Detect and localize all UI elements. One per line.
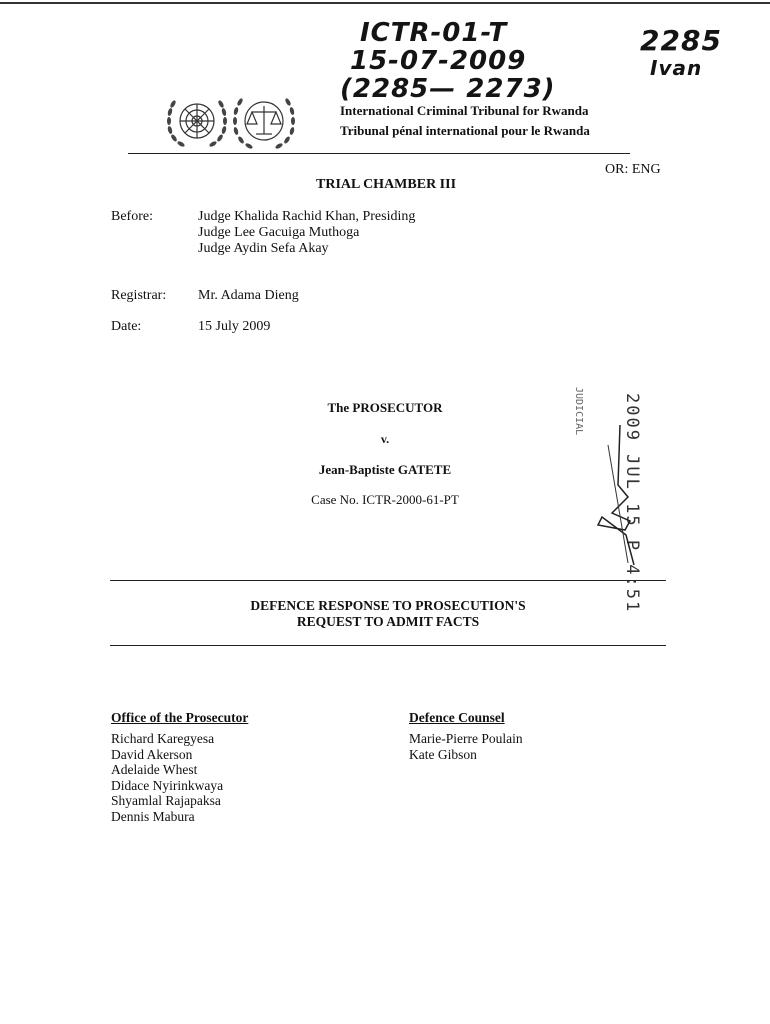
- prosecution-member: Dennis Mabura: [111, 808, 195, 824]
- tribunal-name-fr: Tribunal pénal international pour le Rwanda: [340, 123, 590, 138]
- chamber-title: TRIAL CHAMBER III: [316, 177, 457, 192]
- stamp-office: JUDICIAL: [573, 387, 584, 436]
- defence-member: Marie-Pierre Poulain: [409, 731, 523, 746]
- handwritten-page-range: (2285— 2273): [340, 74, 556, 104]
- case-number: Case No. ICTR-2000-61-PT: [311, 492, 459, 507]
- prosecution-heading: Office of the Prosecutor: [111, 710, 249, 725]
- un-emblem-icon: [163, 90, 231, 152]
- defence-heading: Defence Counsel: [409, 710, 505, 725]
- prosecution-member: David Akerson: [111, 746, 193, 762]
- registry-stamp: [560, 385, 650, 614]
- judge-1: Judge Khalida Rachid Khan, Presiding: [198, 209, 416, 224]
- handwritten-date: 15-07-2009: [350, 46, 527, 76]
- ictr-emblem-icon: [228, 88, 300, 154]
- date-label: Date:: [111, 319, 142, 334]
- prosecution-member: Shyamlal Rajapaksa: [111, 793, 221, 808]
- stamp-datetime: 2009 JUL 15 P 4:51: [622, 393, 642, 614]
- scan-top-edge: [0, 2, 770, 4]
- title-top-divider: [110, 580, 666, 581]
- handwritten-initials: Ivan: [650, 56, 703, 80]
- handwritten-page-number: 2285: [640, 24, 722, 57]
- registrar-label: Registrar:: [111, 288, 167, 303]
- judge-2: Judge Lee Gacuiga Muthoga: [198, 225, 360, 240]
- defence-member: Kate Gibson: [409, 746, 477, 762]
- document-title-line-2: REQUEST TO ADMIT FACTS: [296, 614, 480, 629]
- title-bottom-divider: [110, 645, 666, 646]
- date-value: 15 July 2009: [198, 319, 271, 334]
- tribunal-name-en: International Criminal Tribunal for Rwanda: [340, 103, 589, 118]
- prosecutor-party: The PROSECUTOR: [327, 400, 443, 415]
- accused-party: Jean-Baptiste GATETE: [318, 462, 452, 477]
- prosecution-member: Adelaide Whest: [111, 762, 198, 777]
- prosecution-member: Didace Nyirinkwaya: [111, 777, 224, 793]
- handwritten-case-ref: ICTR-01-T: [360, 18, 508, 48]
- header-divider: [128, 153, 630, 154]
- original-language: OR: ENG: [605, 162, 661, 177]
- document-title-line-1: DEFENCE RESPONSE TO PROSECUTION'S: [250, 598, 526, 613]
- prosecution-list: [111, 731, 223, 824]
- judge-3: Judge Aydin Sefa Akay: [198, 241, 329, 256]
- registrar-name: Mr. Adama Dieng: [198, 288, 299, 303]
- stamp-signature-icon: [590, 425, 642, 565]
- before-label: Before:: [111, 209, 153, 224]
- versus: v.: [380, 432, 390, 446]
- prosecution-member: Richard Karegyesa: [111, 731, 215, 746]
- defence-list: [409, 731, 523, 762]
